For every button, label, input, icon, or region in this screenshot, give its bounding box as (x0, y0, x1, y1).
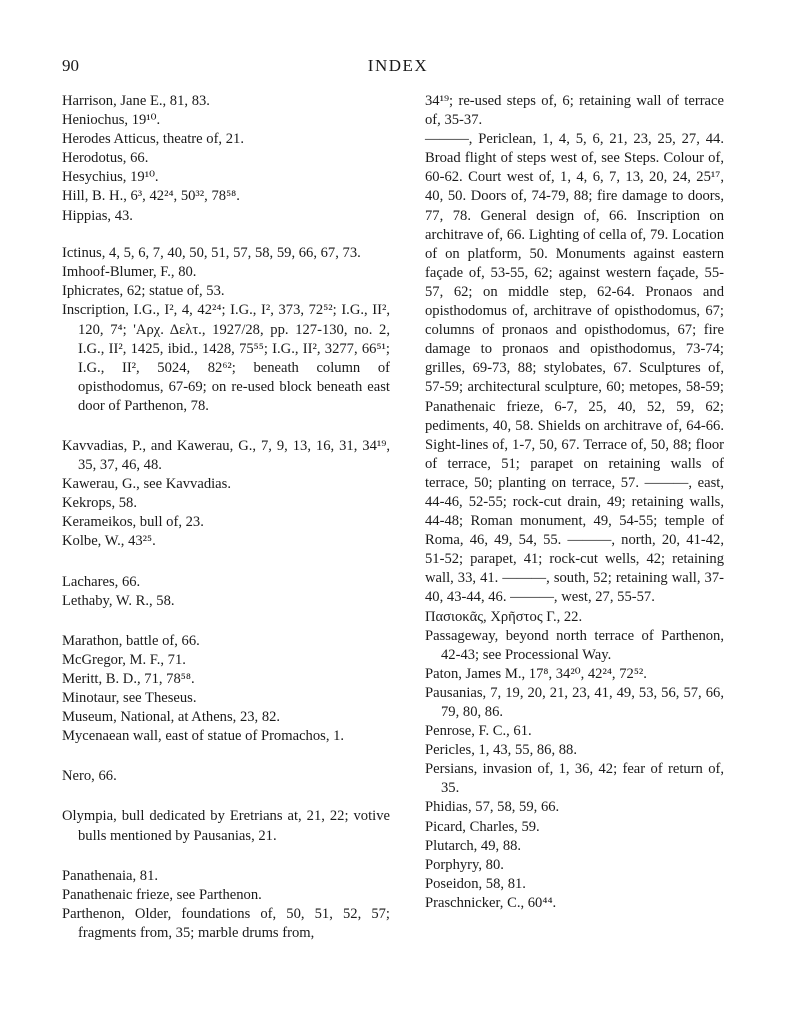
letter-group-gap (62, 552, 390, 573)
index-entry: Pausanias, 7, 19, 20, 21, 23, 41, 49, 53, 56, 57, 66, 79, 80, 86. (425, 684, 724, 720)
index-entry: Imhoof-Blumer, F., 80. (62, 264, 197, 281)
index-entry: Nero, 66. (62, 768, 117, 785)
index-column-left (62, 92, 390, 943)
index-entry: Kawerau, G., see Kavvadias. (62, 476, 231, 493)
index-entry: Plutarch, 49, 88. (425, 837, 522, 854)
index-entry: Persians, invasion of, 1, 36, 42; fear of return of, 35. (425, 761, 724, 797)
index-entry: Passageway, beyond north terrace of Parthenon, 42-43; see Processional Way. (425, 627, 724, 663)
index-entry: Phidias, 57, 58, 59, 66. (425, 799, 560, 816)
page-header (62, 56, 734, 80)
index-entry: Kavvadias, P., and Kawerau, G., 7, 9, 13, 16, 31, 34¹⁹, 35, 37, 46, 48. (62, 438, 390, 474)
index-entry: Olympia, bull dedicated by Eretrians at, 21, 22; votive bulls mentioned by Pausanias, 21. (62, 808, 390, 844)
letter-group-gap (62, 746, 390, 767)
index-entry: Inscription, I.G., I², 4, 42²⁴; I.G., I², 373, 72⁵²; I.G., II², 120, 7⁴; 'Αρχ. Δελτ., 1927/28, pp. 127-130, no. 2, I.G., II², 1425, ibid., 1428, 75⁵⁵; I.G., II², 3277, 66⁵¹; I.G., II², 5024, 82⁶²; beneath column of opisthodomus, 67-69; on re-used block beneath east door of Parthenon, 78. (62, 302, 390, 414)
index-entry: ———, Periclean, 1, 4, 5, 6, 21, 23, 25, 27, 44. Broad flight of steps west of, see Steps. Colour of, 60-62. Court west of, 1, 4, 6, 7, 13, 20, 24, 25¹⁷, 40, 50. Doors of, 74-79, 88; fire damage to doors, 77, 78. General design of, 66. Inscription on architrave of, 66. Lighting of cella of, 79. Location of on platform, 50. Monuments against eastern façade of, 53-55, 62; against western façade, 55-57, 62; on middle step, 62-64. Pronaos and opisthodomus of, architrave of opisthodomus, 67; columns of pronaos and opisthodomus, 67; fire damage to pronaos and opisthodomus, 73-74; grilles, 69-73, 88; stylobates, 67. Sculptures of, 57-59; architectural sculpture, 60; metopes, 58-59; Panathenaic frieze, 6-7, 25, 40, 52, 59, 62; pediments, 40, 58. Shields on architrave of, 64-66. Sight-lines of, 1-7, 50, 67. Terrace of, 50, 88; floor of terrace, 51; parapet on retaining walls of terrace, 50; planting on terrace, 57. ———, east, 44-46, 52-55; rock-cut drain, 49; retaining walls, 44-48; Roman monument, 49, 54-55; temple of Roma, 46, 49, 54, 55. ———, north, 20, 41-42, 51-52; parapet, 41; rock-cut wells, 42; retaining wall, 33, 41. ———, south, 52; retaining wall, 37-40, 43-44, 46. ———, west, 27, 55-57. (425, 131, 724, 606)
index-entry: Porphyry, 80. (425, 856, 504, 873)
index-entry: Picard, Charles, 59. (425, 818, 540, 835)
index-entry: Panathenaic frieze, see Parthenon. (62, 886, 262, 903)
letter-group-gap (62, 786, 390, 807)
index-entry: Meritt, B. D., 71, 78⁵⁸. (62, 670, 195, 687)
letter-group-gap (62, 611, 390, 632)
index-entry: Poseidon, 58, 81. (425, 875, 526, 892)
index-entry: 34¹⁹; re-used steps of, 6; retaining wall of terrace of, 35-37. (425, 93, 724, 129)
index-entry: Panathenaia, 81. (62, 867, 159, 884)
index-entry: Kekrops, 58. (62, 495, 137, 512)
index-entry: Hesychius, 19¹⁰. (62, 169, 159, 186)
index-entry: Herodes Atticus, theatre of, 21. (62, 131, 244, 148)
index-column-right (425, 92, 724, 913)
index-entry: Harrison, Jane E., 81, 83. (62, 93, 210, 109)
index-entry: Hippias, 43. (62, 207, 133, 224)
index-entry: Marathon, battle of, 66. (62, 632, 200, 649)
index-entry: Lachares, 66. (62, 573, 141, 590)
index-entry: Heniochus, 19¹⁰. (62, 112, 161, 129)
index-entry: McGregor, M. F., 71. (62, 651, 186, 668)
index-entry: Kerameikos, bull of, 23. (62, 514, 204, 531)
letter-group-gap (62, 226, 390, 245)
index-entry: Ictinus, 4, 5, 6, 7, 40, 50, 51, 57, 58, 59, 66, 67, 73. (62, 245, 361, 262)
index-entry: Museum, National, at Athens, 23, 82. (62, 709, 281, 726)
index-entry: Hill, B. H., 6³, 42²⁴, 50³², 78⁵⁸. (62, 188, 240, 205)
page-title: INDEX (367, 56, 429, 75)
letter-group-gap (62, 846, 390, 867)
index-entry: Lethaby, W. R., 58. (62, 592, 175, 609)
letter-group-gap (62, 416, 390, 437)
index-entry: Pericles, 1, 43, 55, 86, 88. (425, 742, 578, 759)
index-entry: Praschnicker, C., 60⁴⁴. (425, 894, 557, 911)
index-entry: Kolbe, W., 43²⁵. (62, 533, 156, 550)
index-entry: Parthenon, Older, foundations of, 50, 51, 52, 57; fragments from, 35; marble drums from, (62, 905, 390, 941)
index-entry: Πασιοκᾶς, Χρῆστος Γ., 22. (425, 608, 583, 625)
index-entry: Penrose, F. C., 61. (425, 723, 532, 740)
index-entry: Paton, James M., 17⁸, 34²⁰, 42²⁴, 72⁵². (425, 665, 647, 682)
index-entry: Minotaur, see Theseus. (62, 690, 197, 707)
index-entry: Herodotus, 66. (62, 150, 149, 167)
index-entry: Mycenaean wall, east of statue of Promachos, 1. (62, 728, 345, 745)
index-entry: Iphicrates, 62; statue of, 53. (62, 283, 225, 300)
page-number: 90 (62, 56, 79, 75)
